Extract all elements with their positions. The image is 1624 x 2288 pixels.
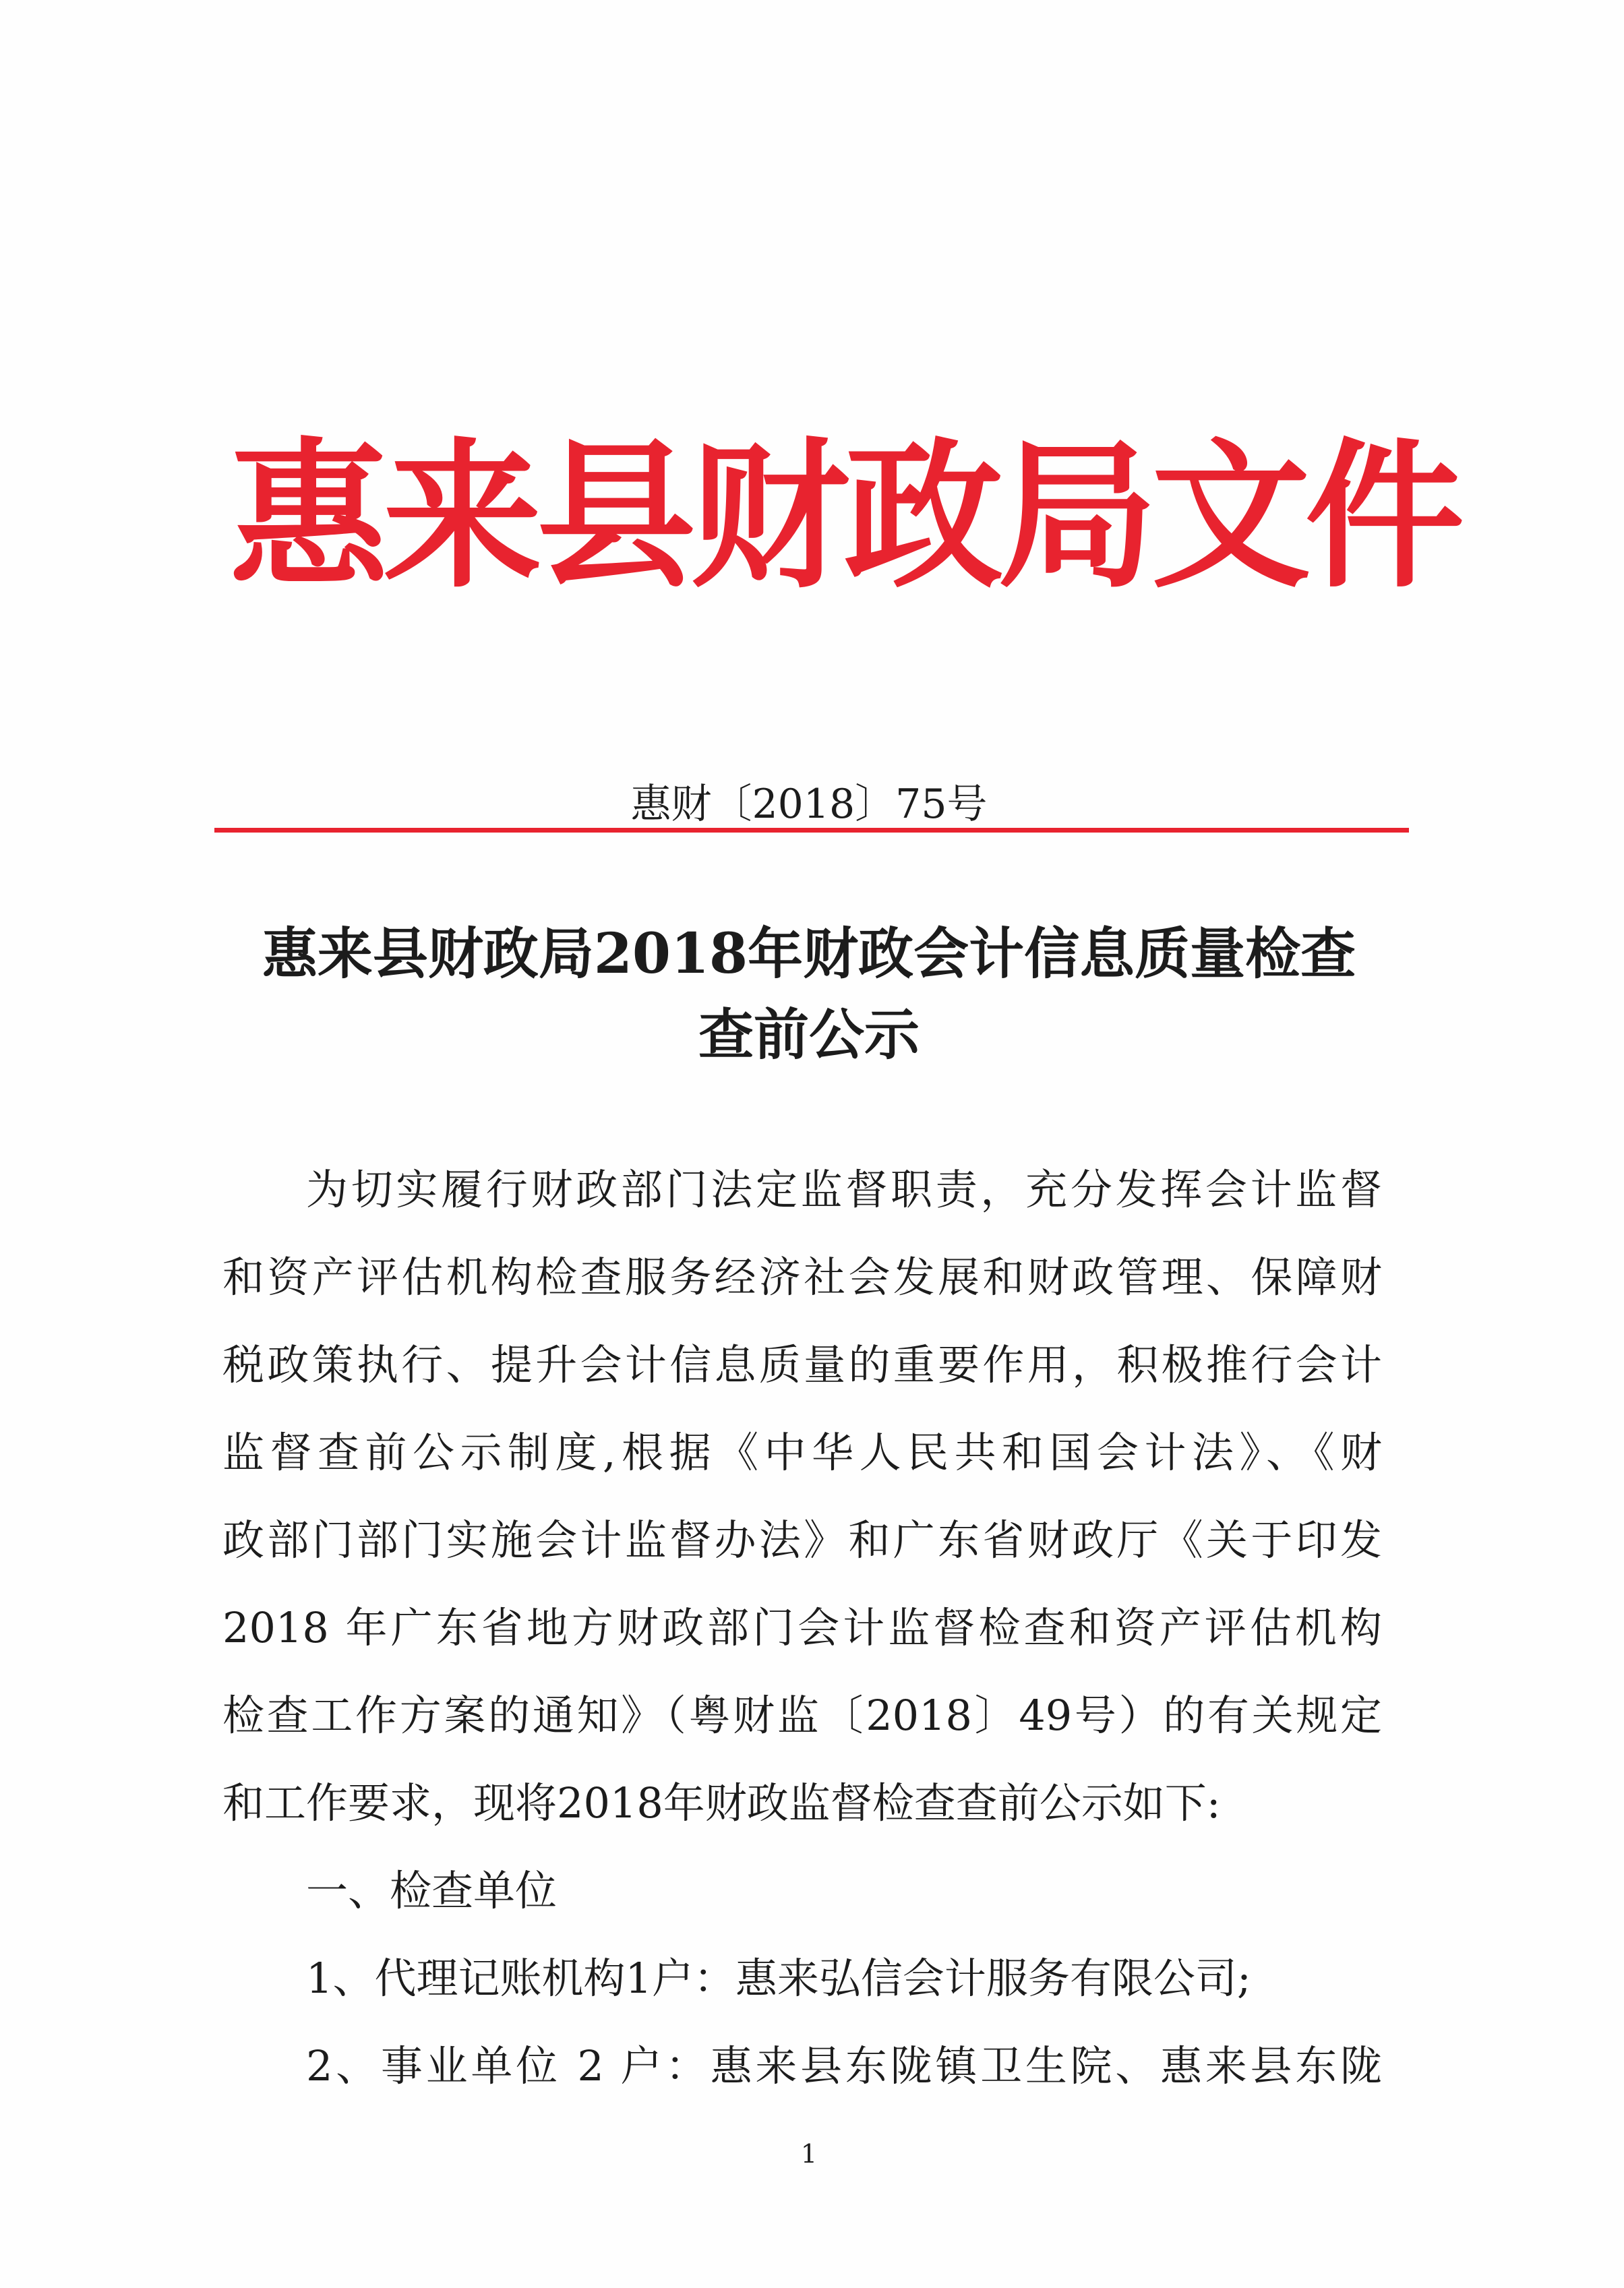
body-line-5: 政部门部门实施会计监督办法》和广东省财政厅《关于印发	[222, 1515, 1382, 1565]
body-line-7: 检查工作方案的通知》（粤财监〔2018〕49号）的有关规定	[222, 1691, 1382, 1740]
body-line-8: 和工作要求，现将2018年财政监督检查查前公示如下:	[222, 1778, 1221, 1828]
document-body	[222, 1146, 1382, 2110]
red-divider-line	[214, 828, 1409, 833]
document-title-line-1: 惠来县财政局2018年财政会计信息质量检查	[262, 922, 1356, 986]
section-heading-1: 一、检查单位	[306, 1866, 558, 1915]
body-line-4: 监督查前公示制度,根据《中华人民共和国会计法》、《财	[222, 1428, 1382, 1477]
body-line-6: 2018 年广东省地方财政部门会计监督检查和资产评估机构	[222, 1603, 1382, 1652]
page-number: 1	[800, 2139, 818, 2169]
body-line-1: 为切实履行财政部门法定监督职责，充分发挥会计监督	[306, 1165, 1382, 1214]
document-number: 惠财〔2018〕75号	[630, 781, 988, 828]
list-item-1: 1、代理记账机构1户：惠来弘信会计服务有限公司;	[306, 1954, 1251, 2003]
document-header-title: 惠来县财政局文件	[229, 422, 1460, 609]
list-item-2: 2、事业单位 2 户：惠来县东陇镇卫生院、惠来县东陇	[306, 2041, 1382, 2090]
body-line-2: 和资产评估机构检查服务经济社会发展和财政管理、保障财	[222, 1253, 1382, 1302]
body-line-3: 税政策执行、提升会计信息质量的重要作用，积极推行会计	[222, 1340, 1382, 1389]
document-title-line-2: 查前公示	[698, 1002, 920, 1067]
